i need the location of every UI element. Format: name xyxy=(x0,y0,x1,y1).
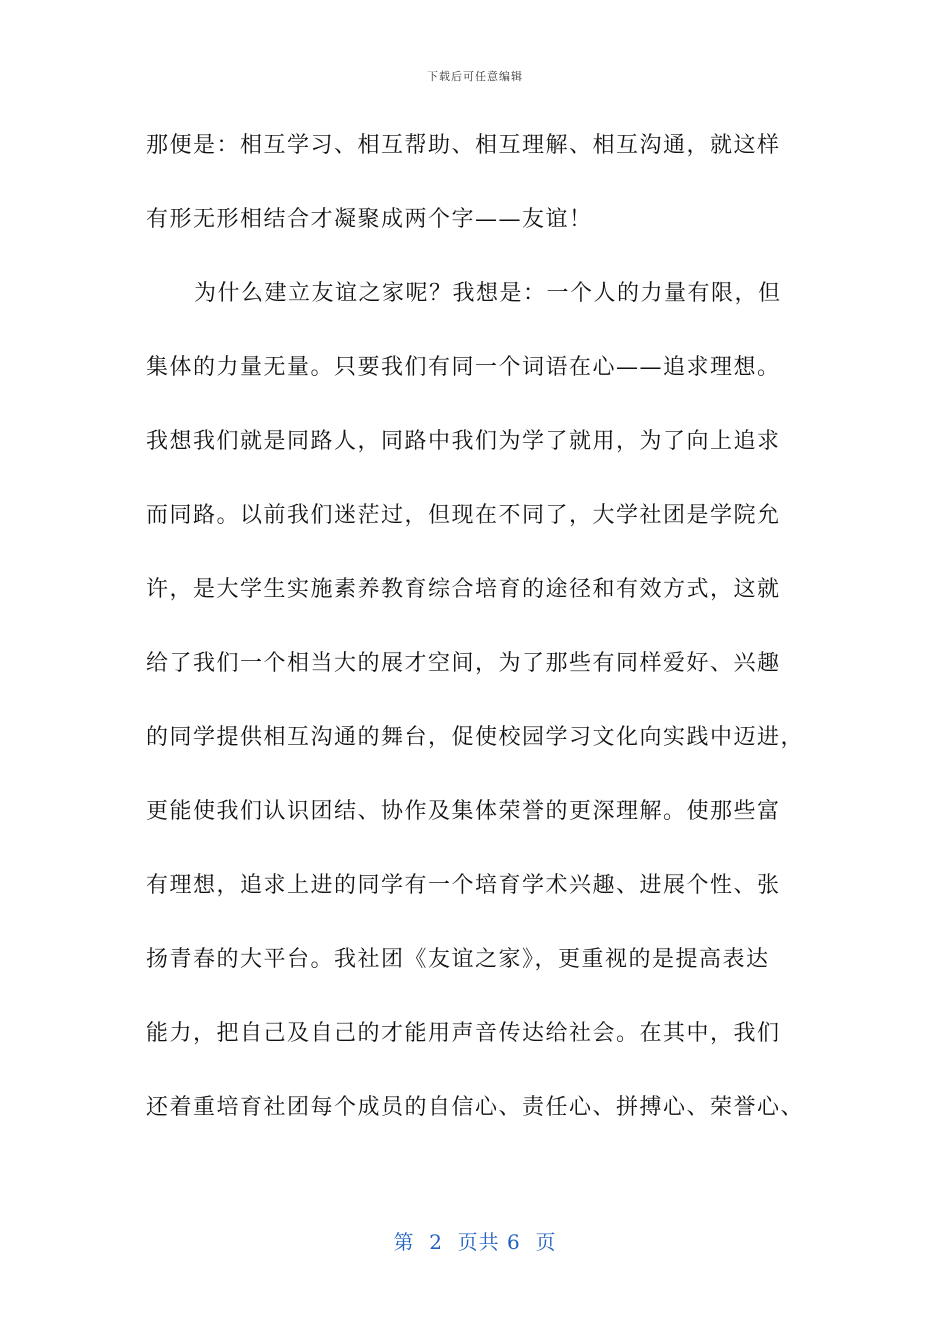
paragraph-line: 能力，把自己及自己的才能用声音传达给社会。在其中，我们 xyxy=(146,1021,781,1046)
paragraph-line: 扬青春的大平台。我社团《友谊之家》，更重视的是提高表达 xyxy=(146,947,770,972)
paragraph-line: 那便是：相互学习、相互帮助、相互理解、相互沟通，就这样 xyxy=(146,133,781,158)
paragraph-line: 有理想，追求上进的同学有一个培育学术兴趣、进展个性、张 xyxy=(146,873,781,898)
paragraph-line: 有形无形相结合才凝聚成两个字——友谊！ xyxy=(146,207,593,232)
document-body xyxy=(146,121,806,1157)
paragraph-line: 的同学提供相互沟通的舞台，促使校园学习文化向实践中迈进， xyxy=(146,725,805,750)
paragraph-line: 而同路。以前我们迷茫过，但现在不同了，大学社团是学院允 xyxy=(146,503,781,528)
paragraph-line: 给了我们一个相当大的展才空间，为了那些有同样爱好、兴趣 xyxy=(146,651,781,676)
paragraph-line: 集体的力量无量。只要我们有同一个词语在心——追求理想。 xyxy=(146,355,781,380)
paragraph-line: 更能使我们认识团结、协作及集体荣誉的更深理解。使那些富 xyxy=(146,799,781,824)
paragraph-line: 我想我们就是同路人，同路中我们为学了就用，为了向上追求 xyxy=(146,429,781,454)
paragraph-line: 还着重培育社团每个成员的自信心、责任心、拼搏心、荣誉心、 xyxy=(146,1095,805,1120)
header-note: 下载后可任意编辑 xyxy=(427,70,523,83)
paragraph-line: 为什么建立友谊之家呢？我想是：一个人的力量有限，但 xyxy=(194,281,782,306)
page-number: 第 2 页共 6 页 xyxy=(393,1230,557,1254)
paragraph-line: 许，是大学生实施素养教育综合培育的途径和有效方式，这就 xyxy=(146,577,781,602)
